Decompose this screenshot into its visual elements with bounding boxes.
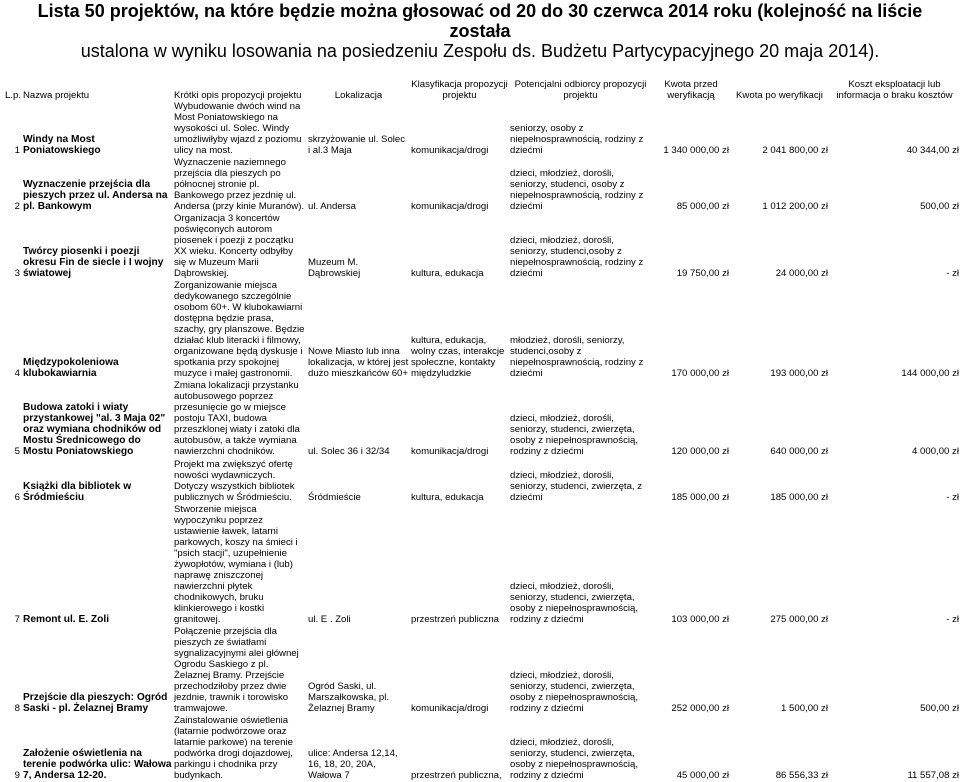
amount-before: 185 000,00 zł (652, 458, 730, 504)
title-line-2: ustalona w wyniku losowania na posiedzeniu Zespołu ds. Budżetu Partycypacyjnego 20 maja 2014). (80, 41, 880, 61)
project-description: Wyznaczenie naziemnego przejścia dla pieszych po północnej stronie pl. Bankowego przez jezdnię ul. Andersa (przy kinie Muranów). (173, 157, 307, 213)
table-row (0, 157, 960, 213)
row-number: 4 (0, 280, 22, 380)
operating-cost: 11 557,08 zł (829, 715, 960, 782)
project-name: Przejście dla pieszych: Ogród Saski - pl. Żelaznej Bramy (22, 626, 173, 715)
project-classification: komunikacja/drogi (410, 626, 509, 715)
operating-cost: - zł (829, 213, 960, 280)
row-number: 8 (0, 626, 22, 715)
header-amount-after: Kwota po weryfikacji (736, 90, 823, 101)
project-classification: komunikacja/drogi (410, 380, 509, 458)
project-description: Zainstalowanie oświetlenia (latarnie podwórzowe oraz latarnie parkowe) na terenie podwórka drogi dojazdowej, parkingu i chodnika przy budynkach. (173, 715, 307, 782)
table-row (0, 715, 960, 782)
table-row (0, 504, 960, 626)
table-row (0, 101, 960, 157)
project-location: Muzeum M. Dąbrowskiej (307, 213, 410, 280)
table-row (0, 626, 960, 715)
row-number: 6 (0, 458, 22, 504)
project-description: Wybudowanie dwóch wind na Most Poniatowskiego na wysokości ul. Solec. Windy umożliwiłyby wjazd z poziomu ulicy na most. (173, 101, 307, 157)
project-classification: kultura, edukacja, wolny czas, interakcje społeczne, kontakty międzyludzkie (410, 280, 509, 380)
header-location: Lokalizacja (334, 90, 383, 101)
row-number: 7 (0, 504, 22, 626)
project-recipients: dzieci, młodzież, dorośli, seniorzy, studenci, osoby z niepełnosprawnością, rodziny z dziećmi (509, 157, 652, 213)
amount-before: 252 000,00 zł (652, 626, 730, 715)
project-name: Remont ul. E. Zoli (22, 504, 173, 626)
table-row (0, 280, 960, 380)
project-description: Projekt ma zwiększyć ofertę nowości wydawniczych. Dotyczy wszystkich bibliotek publicznych w Śródmieściu. (173, 458, 307, 504)
project-recipients: dzieci, młodzież, dorośli, seniorzy, studenci, zwierzęta, osoby z niepełnosprawnością, rodziny z dziećmi (509, 504, 652, 626)
project-classification: przestrzeń publiczna (410, 504, 509, 626)
header-classification: Klasyfikacja propozycji projektu (411, 79, 508, 101)
project-location: ul. Solec 36 i 32/34 (307, 380, 410, 458)
operating-cost: 144 000,00 zł (829, 280, 960, 380)
amount-before: 19 750,00 zł (652, 213, 730, 280)
project-classification: przestrzeń publiczna, (410, 715, 509, 782)
amount-before: 103 000,00 zł (652, 504, 730, 626)
row-number: 3 (0, 213, 22, 280)
project-name: Windy na Most Poniatowskiego (22, 101, 173, 157)
operating-cost: 500,00 zł (829, 157, 960, 213)
amount-before: 1 340 000,00 zł (652, 101, 730, 157)
projects-table (0, 61, 960, 782)
header-row (0, 61, 960, 101)
project-name: Wyznaczenie przejścia dla pieszych przez ul. Andersa na pl. Bankowym (22, 157, 173, 213)
header-description: Krótki opis propozycji projektu (174, 90, 302, 101)
page-title (10, 0, 950, 61)
amount-after: 1 012 200,00 zł (730, 157, 829, 213)
project-recipients: dzieci, młodzież, dorośli, seniorzy, studenci,osoby z niepełnosprawnością, rodziny z dziećmi (509, 213, 652, 280)
table-row (0, 458, 960, 504)
header-lp: L.p. (4, 90, 21, 101)
amount-before: 170 000,00 zł (652, 280, 730, 380)
amount-after: 185 000,00 zł (730, 458, 829, 504)
project-description: Stworzenie miejsca wypoczynku poprzez ustawienie ławek, latarni parkowych, koszy na śmieci i "psich stacji", uzupełnienie żywopłotów, wymiana i (lub) naprawę zniszczonej nawierzchni płytek chodnikowych, bruku klinkierowego i kostki granitowej. (173, 504, 307, 626)
header-amount-before: Kwota przed weryfikacją (664, 79, 718, 101)
project-classification: kultura, edukacja (410, 213, 509, 280)
amount-after: 24 000,00 zł (730, 213, 829, 280)
amount-before: 120 000,00 zł (652, 380, 730, 458)
project-recipients: dzieci, młodzież, dorośli, seniorzy, studenci, zwierzęta, osoby z niepełnosprawnością, rodziny z dziećmi (509, 715, 652, 782)
project-name: Międzypokoleniowa klubokawiarnia (22, 280, 173, 380)
project-location: Śródmieście (307, 458, 410, 504)
project-location: ul. Andersa (307, 157, 410, 213)
header-operating-cost: Koszt eksploatacji lub informacja o braku kosztów (836, 79, 953, 101)
project-location: ulice: Andersa 12,14, 16, 18, 20, 20A, Wałowa 7 (307, 715, 410, 782)
project-location: Nowe Miasto lub inna lokalizacja, w której jest dużo mieszkańców 60+ (307, 280, 410, 380)
amount-after: 86 556,33 zł (730, 715, 829, 782)
project-description: Organizacja 3 koncertów poświęconych autorom piosenek i poezji z początku XX wieku. Koncerty odbyłby się w Muzeum Marii Dąbrowskiej. (173, 213, 307, 280)
project-recipients: dzieci, młodzież, dorośli, seniorzy, studenci, zwierzęta, osoby z niepełnosprawnością, rodziny z dziećmi (509, 626, 652, 715)
operating-cost: 4 000,00 zł (829, 380, 960, 458)
project-recipients: dzieci, młodzież, dorośli, seniorzy, studenci, zwierzęta, z dziećmi (509, 458, 652, 504)
project-description: Zorganizowanie miejsca dedykowanego szczególnie osobom 60+. W klubokawiarni dostępna będzie prasa, szachy, gry planszowe. Będzie działać klub literacki i filmowy, organizowane będą dyskusje i spotkania przy spokojnej muzyce i małej gastronomii. (173, 280, 307, 380)
project-name: Twórcy piosenki i poezji okresu Fin de siecle i I wojny światowej (22, 213, 173, 280)
project-name: Założenie oświetlenia na terenie podwórka ulic: Wałowa 7, Andersa 12-20. (22, 715, 173, 782)
project-classification: komunikacja/drogi (410, 101, 509, 157)
amount-before: 85 000,00 zł (652, 157, 730, 213)
table-row (0, 213, 960, 280)
operating-cost: 40 344,00 zł (829, 101, 960, 157)
row-number: 2 (0, 157, 22, 213)
project-name: Budowa zatoki i wiaty przystankowej "al. 3 Maja 02" oraz wymiana chodników od Mostu Średnicowego do Mostu Poniatowskiego (22, 380, 173, 458)
amount-after: 193 000,00 zł (730, 280, 829, 380)
amount-before: 45 000,00 zł (652, 715, 730, 782)
title-line-1: Lista 50 projektów, na które będzie można głosować od 20 do 30 czerwca 2014 roku (kolejność na liście została (37, 1, 923, 41)
project-location: ul. E . Zoli (307, 504, 410, 626)
row-number: 9 (0, 715, 22, 782)
table-row (0, 380, 960, 458)
project-classification: komunikacja/drogi (410, 157, 509, 213)
amount-after: 1 500,00 zł (730, 626, 829, 715)
row-number: 1 (0, 101, 22, 157)
amount-after: 640 000,00 zł (730, 380, 829, 458)
project-recipients: dzieci, młodzież, dorośli, seniorzy, studenci, zwierzęta, osoby z niepełnosprawnością, rodziny z dziećmi (509, 380, 652, 458)
project-location: Ogród Saski, ul. Marszałkowska, pl. Żelaznej Bramy (307, 626, 410, 715)
header-recipients: Potencjalni odbiorcy propozycji projektu (514, 79, 647, 101)
operating-cost: - zł (829, 458, 960, 504)
project-classification: kultura, edukacja (410, 458, 509, 504)
project-recipients: młodzież, dorośli, seniorzy, studenci,osoby z niepełnosprawnością, rodziny z dziećmi (509, 280, 652, 380)
project-name: Książki dla bibliotek w Śródmieściu (22, 458, 173, 504)
operating-cost: - zł (829, 504, 960, 626)
row-number: 5 (0, 380, 22, 458)
project-recipients: seniorzy, osoby z niepełnosprawnością, rodziny z dziećmi (509, 101, 652, 157)
operating-cost: 500,00 zł (829, 626, 960, 715)
project-description: Połączenie przejścia dla pieszych ze światłami sygnalizacyjnymi alei głównej Ogrodu Saskiego z pl. Żelaznej Bramy. Przejście przechodziłoby przez dwie jezdnie, trawnik i torowisko tramwajowe. (173, 626, 307, 715)
header-name: Nazwa projektu (23, 90, 90, 101)
amount-after: 2 041 800,00 zł (730, 101, 829, 157)
project-location: skrzyżowanie ul. Solec i al.3 Maja (307, 101, 410, 157)
project-description: Zmiana lokalizacji przystanku autobusowego poprzez przesunięcie go w miejsce postoju TAXI, budowa przeszklonej wiaty i zatoki dla autobusów, a także wymiana nawierzchni chodników. (173, 380, 307, 458)
amount-after: 275 000,00 zł (730, 504, 829, 626)
